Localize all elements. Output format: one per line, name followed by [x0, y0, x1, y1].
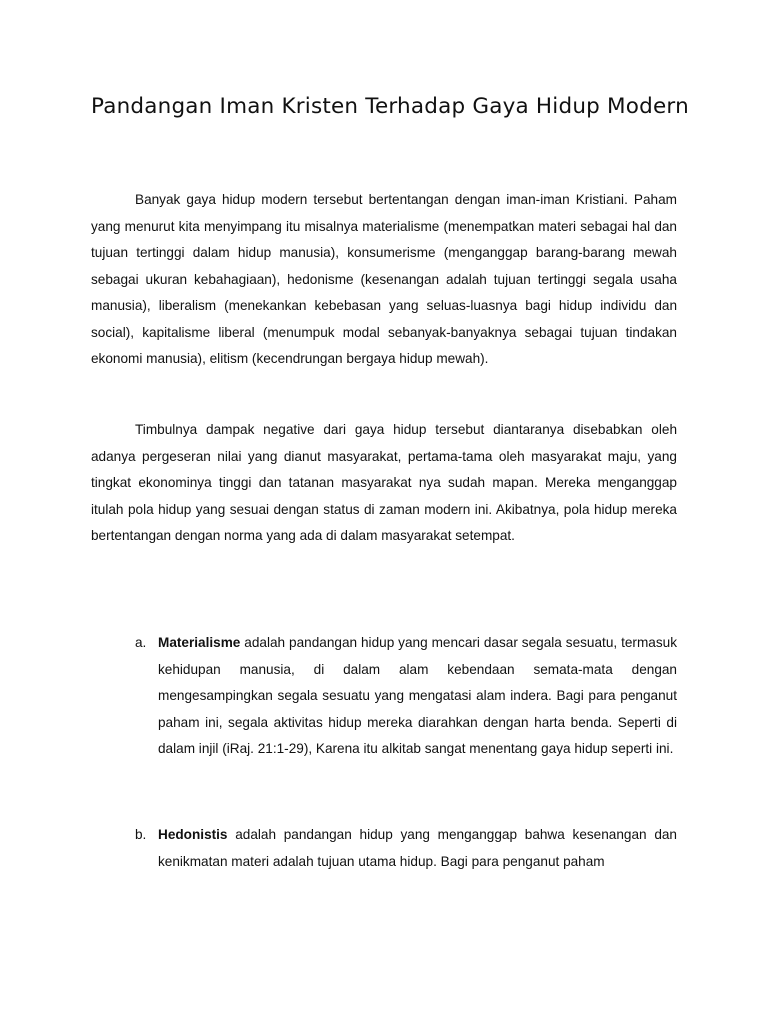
document-title: Pandangan Iman Kristen Terhadap Gaya Hidup Modern [91, 94, 689, 119]
list-term: Hedonistis [158, 827, 228, 842]
list-term: Materialisme [158, 635, 241, 650]
list-item-materialisme [135, 630, 677, 763]
list-marker: a. [135, 635, 147, 650]
paragraph-1: Banyak gaya hidup modern tersebut bertentangan dengan iman-iman Kristiani. Paham yang menurut kita menyimpang itu misalnya materialisme (menempatkan materi sebagai hal dan tujuan tertinggi dalam hidup manusia), konsumerisme (menganggap barang-barang mewah sebagai ukuran kebahagiaan), hedonisme (kesenangan adalah tujuan tertinggi segala usaha manusia), liberalism (menekankan kebebasan yang seluas-luasnya bagi hidup individu dan social), kapitalisme liberal (menumpuk modal sebanyak-banyaknya sebagai tujuan tindakan ekonomi manusia), elitism (kecendrungan bergaya hidup mewah). [91, 192, 677, 366]
list-text: adalah pandangan hidup yang mencari dasar segala sesuatu, termasuk kehidupan manusia, di dalam alam kebendaan semata-mata dengan mengesampingkan segala sesuatu yang mengatasi alam indera. Bagi para penganut paham ini, segala aktivitas hidup mereka diarahkan dengan harta benda. Seperti di dalam injil (iRaj. 21:1-29), Karena itu alkitab sangat menentang gaya hidup seperti ini. [158, 635, 677, 756]
list-item-body [158, 822, 677, 875]
list-text: adalah pandangan hidup yang menganggap bahwa kesenangan dan kenikmatan materi adalah tujuan utama hidup. Bagi para penganut paham [158, 827, 677, 869]
paragraph-2: Timbulnya dampak negative dari gaya hidup tersebut diantaranya disebabkan oleh adanya pergeseran nilai yang dianut masyarakat, pertama-tama oleh masyarakat maju, yang tingkat ekonominya tinggi dan tatanan masyarakat nya sudah mapan. Mereka menganggap itulah pola hidup yang sesuai dengan status di zaman modern ini. Akibatnya, pola hidup mereka bertentangan dengan norma yang ada di dalam masyarakat setempat. [91, 422, 677, 543]
list-item-body [158, 630, 677, 763]
list-marker: b. [135, 827, 147, 842]
list-item-hedonistis [135, 822, 677, 875]
